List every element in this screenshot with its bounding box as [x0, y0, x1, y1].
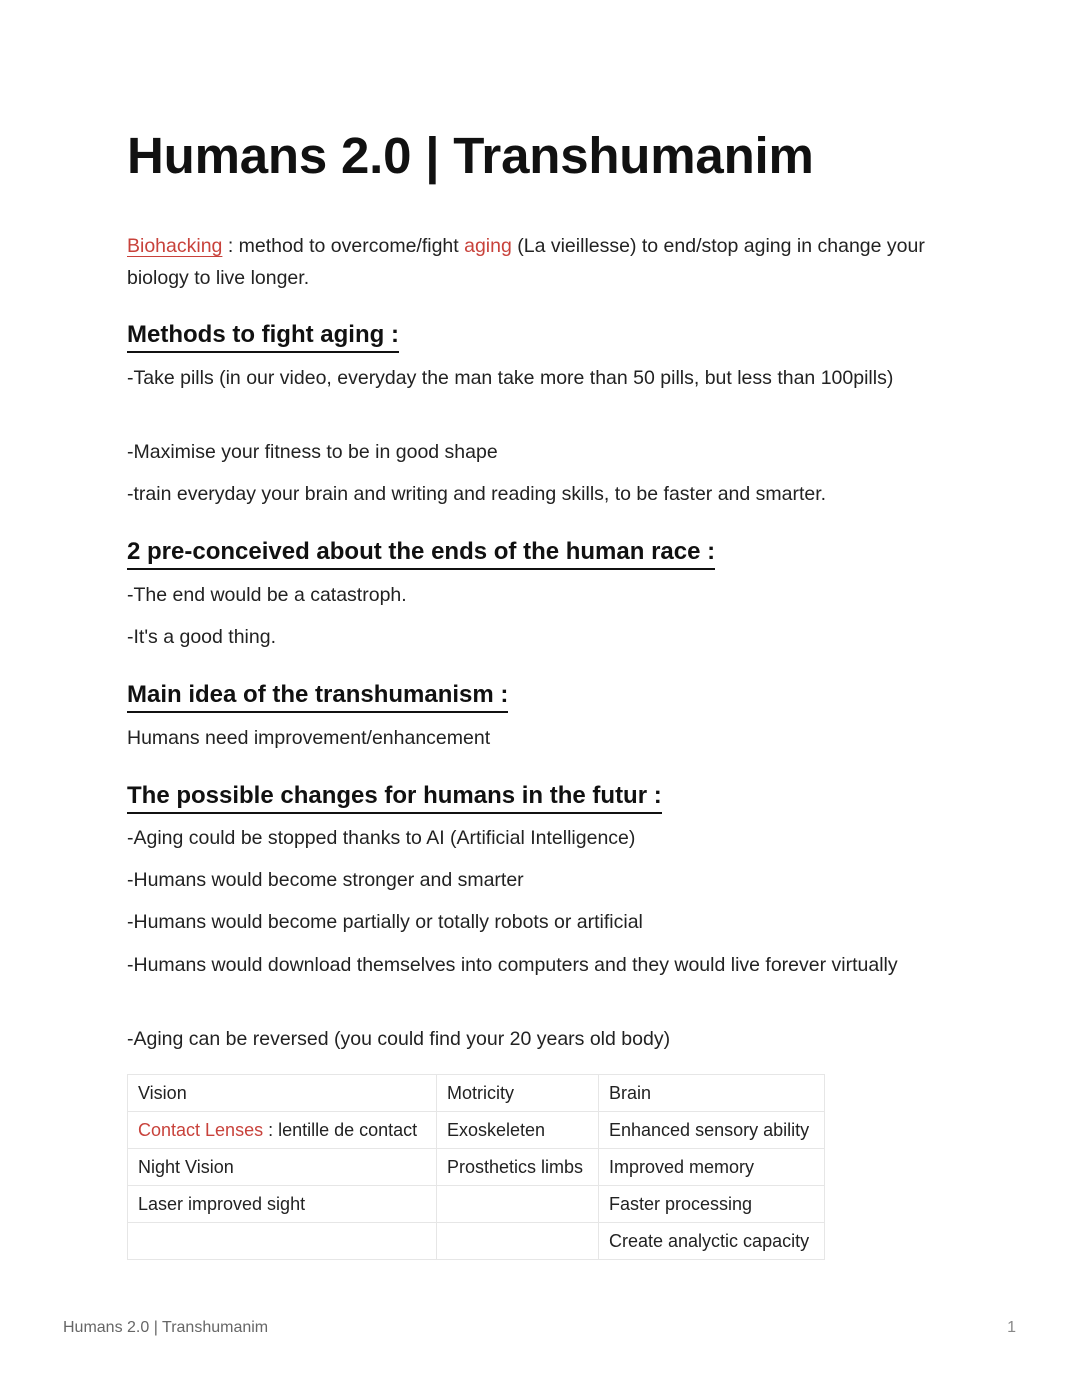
- table-cell: Faster processing: [599, 1186, 825, 1223]
- section-heading-possible-changes: The possible changes for humans in the futur :: [127, 781, 662, 814]
- contact-lenses-translation: : lentille de contact: [263, 1119, 418, 1140]
- table-cell: Night Vision: [128, 1149, 437, 1186]
- table-row: [128, 1223, 825, 1260]
- section-heading-methods: Methods to fight aging :: [127, 320, 399, 353]
- list-item: -It's a good thing.: [127, 626, 276, 648]
- list-item: -train everyday your brain and writing and reading skills, to be faster and smarter.: [127, 483, 827, 505]
- page-number: 1: [1007, 1319, 1016, 1336]
- list-item: -Humans would become stronger and smarter: [127, 869, 524, 891]
- table-cell: [128, 1223, 437, 1260]
- intro-separator: : method to overcome/fight: [222, 235, 465, 257]
- list-item: -Aging can be reversed (you could find your 20 years old body): [127, 1028, 671, 1050]
- table-cell: Prosthetics limbs: [437, 1149, 599, 1186]
- list-item: -Maximise your fitness to be in good shape: [127, 441, 498, 463]
- aging-highlight: aging: [464, 235, 512, 257]
- table-cell: Improved memory: [599, 1149, 825, 1186]
- list-item: -The end would be a catastroph.: [127, 584, 407, 606]
- table-cell: Laser improved sight: [128, 1186, 437, 1223]
- intro-rest: (La vieillesse) to end/stop aging in change your biology to live longer.: [127, 235, 925, 289]
- intro-paragraph: [127, 230, 957, 294]
- table-header-vision: Vision: [128, 1075, 437, 1112]
- table-header-motricity: Motricity: [437, 1075, 599, 1112]
- table-cell: Enhanced sensory ability: [599, 1112, 825, 1149]
- table-row: [128, 1186, 825, 1223]
- table-cell: Create analyctic capacity: [599, 1223, 825, 1260]
- list-item: -Take pills (in our video, everyday the man take more than 50 pills, but less than 100pills): [127, 367, 894, 389]
- table-cell: Exoskeleten: [437, 1112, 599, 1149]
- table-row: [128, 1149, 825, 1186]
- table-header-row: [128, 1075, 825, 1112]
- section-heading-preconceived: 2 pre-conceived about the ends of the human race :: [127, 537, 715, 570]
- enhancements-table: [127, 1074, 825, 1260]
- list-item: -Humans would download themselves into computers and they would live forever virtually: [127, 954, 898, 976]
- table-cell: [128, 1112, 437, 1149]
- table-row: [128, 1112, 825, 1149]
- list-item: -Aging could be stopped thanks to AI (Artificial Intelligence): [127, 827, 636, 849]
- biohacking-term: Biohacking: [127, 235, 223, 257]
- table-header-brain: Brain: [599, 1075, 825, 1112]
- footer-doc-title: Humans 2.0 | Transhumanim: [63, 1319, 269, 1336]
- list-item: Humans need improvement/enhancement: [127, 727, 491, 749]
- list-item: -Humans would become partially or totally robots or artificial: [127, 911, 643, 933]
- page-title: Humans 2.0 | Transhumanim: [127, 127, 814, 184]
- contact-lenses-term: Contact Lenses: [138, 1119, 264, 1140]
- section-heading-main-idea: Main idea of the transhumanism :: [127, 680, 508, 713]
- table-cell: [437, 1186, 599, 1223]
- table-cell: [437, 1223, 599, 1260]
